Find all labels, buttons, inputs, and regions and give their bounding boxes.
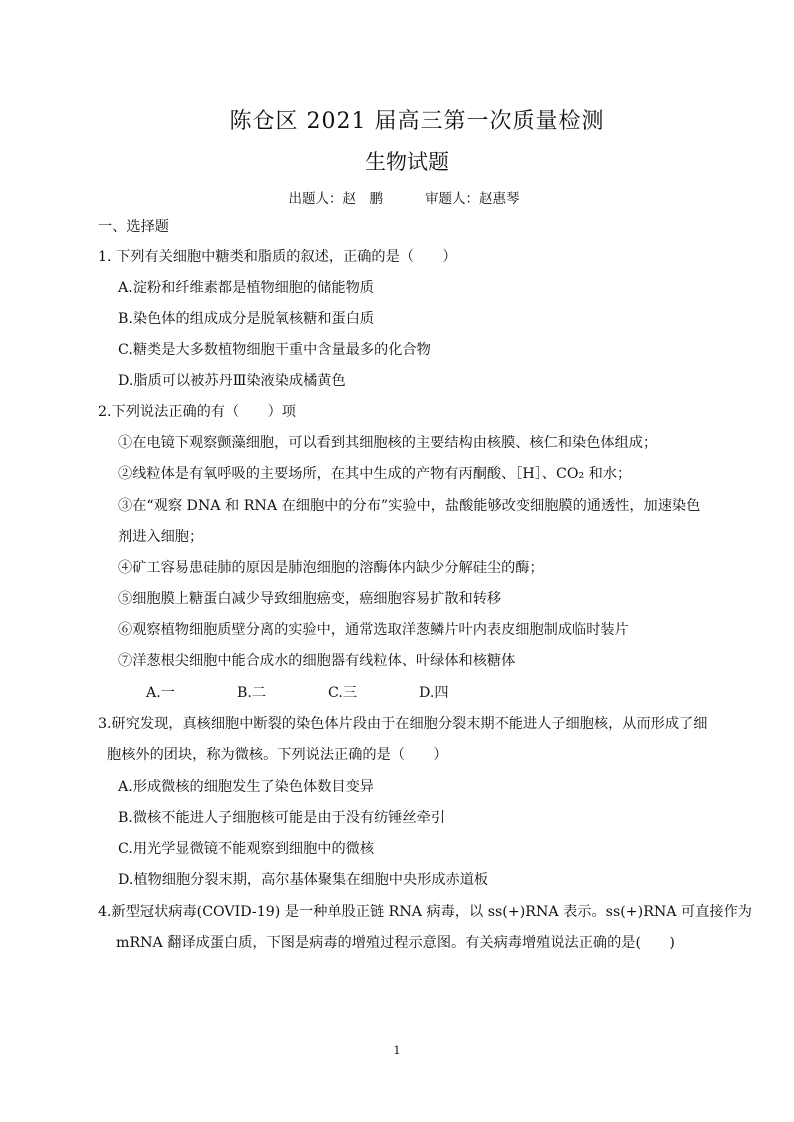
reviewer-label: 审题人：赵惠琴	[425, 191, 520, 207]
q1-option-a: A.淀粉和纤维素都是植物细胞的储能物质	[118, 280, 374, 296]
q2-item-6: ⑥观察植物细胞质壁分离的实验中，通常选取洋葱鳞片叶内表皮细胞制成临时装片	[118, 622, 629, 638]
q2-item-4: ④矿工容易患硅肺的原因是肺泡细胞的溶酶体内缺少分解硅尘的酶；	[118, 560, 544, 576]
q2-item-3-cont: 剂进入细胞；	[118, 529, 204, 545]
q3-stem-line1: 3.研究发现，真核细胞中断裂的染色体片段由于在细胞分裂末期不能进人子细胞核，从而形成了细	[98, 716, 708, 732]
section-heading: 一、选择题	[98, 219, 169, 235]
q2-stem: 2.下列说法正确的有（ ）项	[98, 404, 296, 420]
setter-label: 出题人：赵 鹏	[288, 191, 383, 207]
q4-stem-line1: 4.新型冠状病毒(COVID-19) 是一种单股正链 RNA 病毒，以 ss(+)RNA 表示。ss(+)RNA 可直接作为	[98, 904, 752, 920]
q2-option-c: C.三	[328, 685, 358, 701]
exam-subtitle: 生物试题	[365, 150, 449, 174]
q3-option-c: C.用光学显微镜不能观察到细胞中的微核	[118, 841, 375, 857]
authors-line	[0, 187, 794, 207]
q2-option-b: B.二	[237, 685, 267, 701]
q2-option-d: D.四	[419, 685, 449, 701]
q2-item-3: ③在“观察 DNA 和 RNA 在细胞中的分布”实验中，盐酸能够改变细胞膜的通透性，加速染色	[118, 498, 701, 514]
q2-item-5: ⑤细胞膜上糖蛋白减少导致细胞癌变，癌细胞容易扩散和转移	[118, 591, 502, 607]
q3-option-a: A.形成微核的细胞发生了染色体数目变异	[118, 779, 374, 795]
q1-option-d: D.脂质可以被苏丹Ⅲ染液染成橘黄色	[118, 373, 346, 389]
exam-title: 陈仓区 2021 届高三第一次质量检测	[229, 109, 605, 134]
q2-options	[146, 684, 510, 702]
q4-stem-line2: mRNA 翻译成蛋白质，下图是病毒的增殖过程示意图。有关病毒增殖说法正确的是( )	[116, 935, 675, 951]
q1-option-b: B.染色体的组成成分是脱氧核糖和蛋白质	[118, 311, 375, 327]
q3-option-d: D.植物细胞分裂末期，高尔基体聚集在细胞中央形成赤道板	[118, 872, 489, 888]
q3-option-b: B.微核不能进人子细胞核可能是由于没有纺锤丝牵引	[118, 810, 446, 826]
q2-item-1: ①在电镜下观察颤藻细胞，可以看到其细胞核的主要结构由核膜、核仁和染色体组成；	[118, 435, 658, 451]
q2-option-a: A.一	[146, 685, 175, 701]
q2-item-2: ②线粒体是有氧呼吸的主要场所，在其中生成的产物有丙酮酸、［H］、CO₂ 和水；	[118, 466, 632, 482]
q1-stem: 1. 下列有关细胞中糖类和脂质的叙述，正确的是（ ）	[98, 249, 457, 265]
q2-item-7: ⑦洋葱根尖细胞中能合成水的细胞器有线粒体、叶绿体和核糖体	[118, 653, 516, 669]
q1-option-c: C.糖类是大多数植物细胞干重中含量最多的化合物	[118, 342, 431, 358]
q3-stem-line2: 胞核外的团块，称为微核。下列说法正确的是（ ）	[107, 747, 448, 763]
page-number: 1	[393, 1044, 401, 1057]
